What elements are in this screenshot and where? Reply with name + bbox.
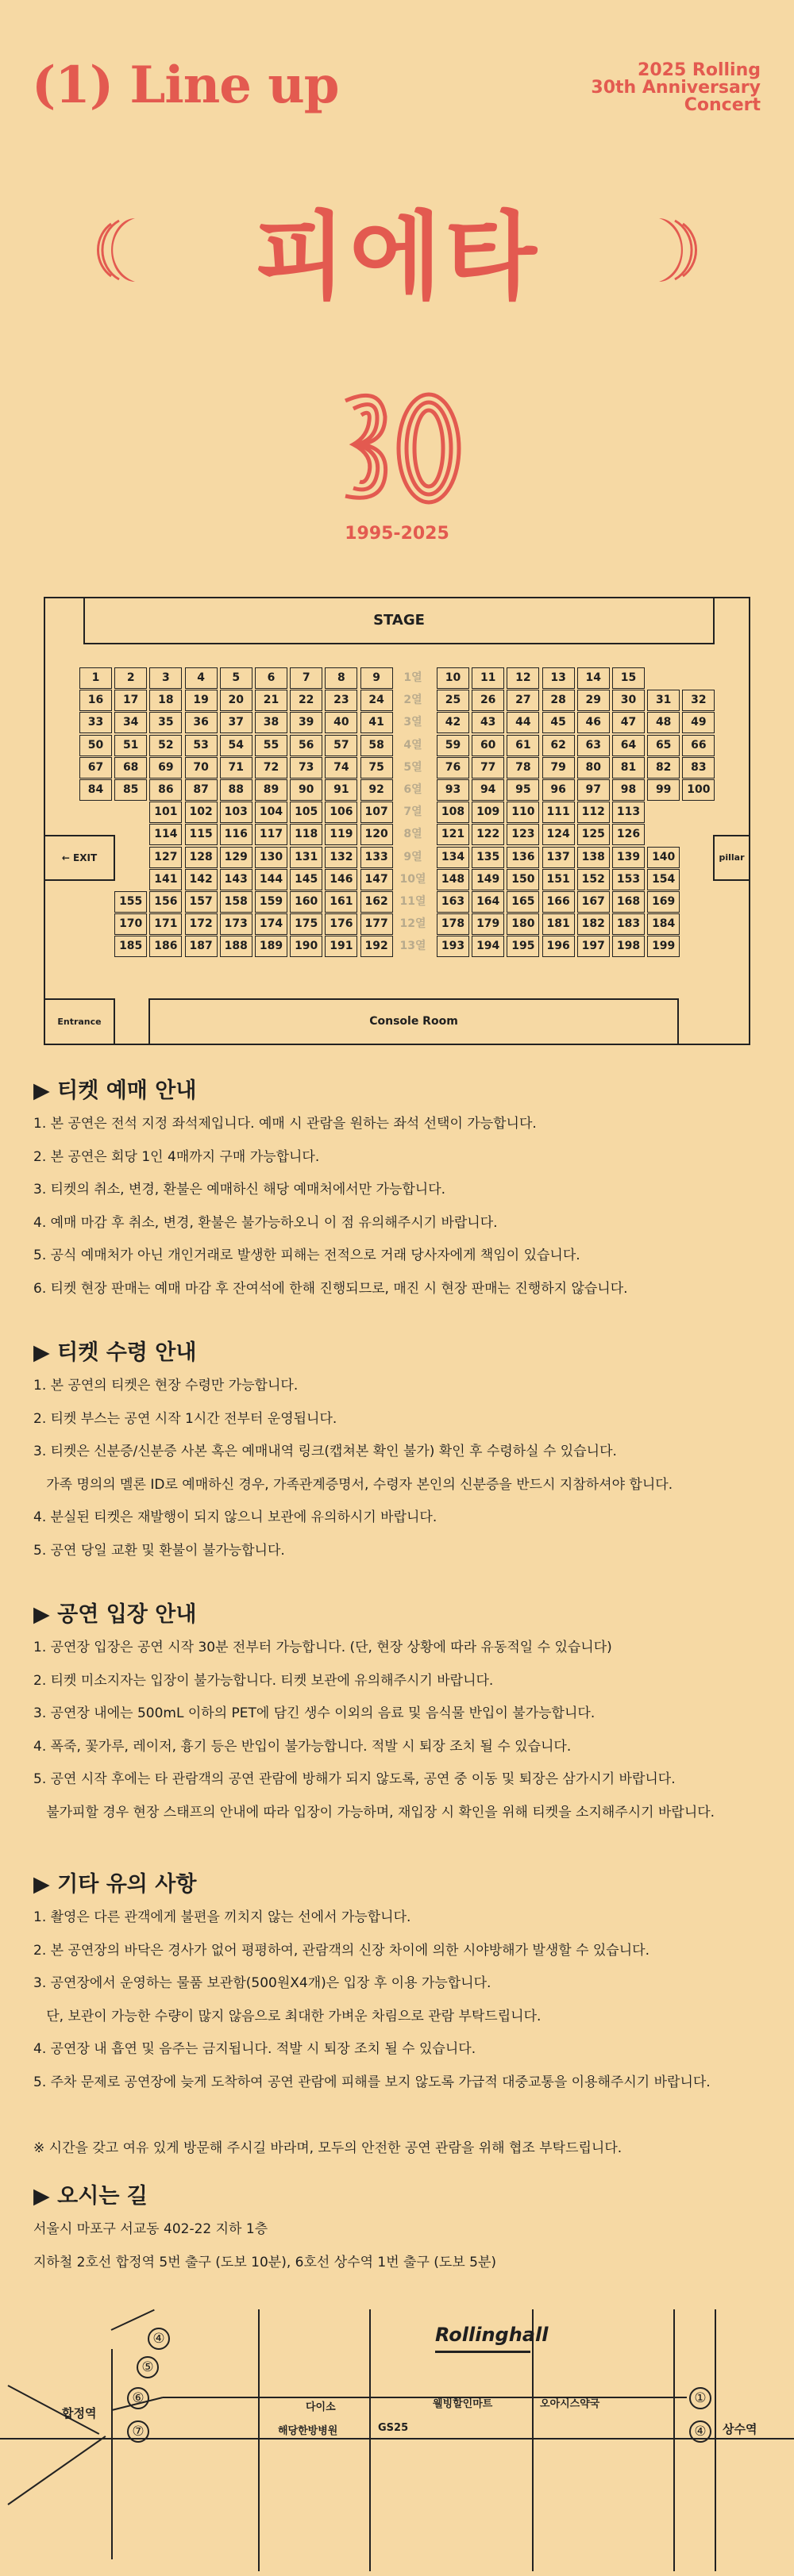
seat: 198 [612,936,645,957]
seat: 72 [255,757,287,779]
seat: 87 [185,779,218,801]
seat: 60 [472,735,504,756]
pharmacy-label: 오아시스약국 [540,2398,600,2410]
seat: 108 [437,802,469,823]
seat: 113 [612,802,645,823]
seat: 135 [472,847,504,868]
seat: 48 [647,712,680,733]
section-line: 2. 티켓 미소지자는 입장이 불가능합니다. 티켓 보관에 유의해주시기 바랍니다. [33,1672,494,1689]
seat: 84 [79,779,112,801]
seat: 8 [325,667,357,689]
seat: 2 [114,667,147,689]
section-line: 3. 티켓은 신분증/신분증 사본 혹은 예매내역 링크(캡쳐본 확인 불가) 확인 후 수령하실 수 있습니다. [33,1444,617,1459]
section-line: 지하철 2호선 합정역 5번 출구 (도보 10분), 6호선 상수역 1번 출구 (도보 5분) [33,2254,497,2270]
section-line: 단, 보관이 가능한 수량이 많지 않음으로 최대한 가벼운 차림으로 관람 부탁드립니다. [33,2008,542,2024]
seat: 96 [542,779,575,801]
seat: 180 [507,913,539,935]
seat: 31 [647,690,680,711]
seat: 117 [255,824,287,845]
section-line: 1. 공연장 입장은 공연 시작 30분 전부터 가능합니다. (단, 현장 상황에 따라 유동적일 수 있습니다) [33,1640,612,1655]
seat: 132 [325,847,357,868]
seat: 126 [612,824,645,845]
seat: 61 [507,735,539,756]
row-label: 13열 [399,940,426,953]
seat: 33 [79,712,112,733]
seat: 110 [507,802,539,823]
seat: 104 [255,802,287,823]
seat: 137 [542,847,575,868]
seat: 179 [472,913,504,935]
seat: 36 [185,712,218,733]
seat: 129 [220,847,252,868]
seat: 114 [149,824,182,845]
seat: 97 [577,779,610,801]
section-title: ▶ 공연 입장 안내 [33,1602,197,1627]
road [673,2309,675,2571]
concert-title [591,62,761,114]
seat: 100 [682,779,715,801]
section-line: 4. 폭죽, 꽃가루, 레이저, 흉기 등은 반입이 불가능합니다. 적발 시 퇴장 조치 될 수 있습니다. [33,1738,572,1755]
seat: 162 [360,891,393,913]
seat: 92 [360,779,393,801]
seat: 166 [542,891,575,913]
seat: 125 [577,824,610,845]
seat: 51 [114,735,147,756]
seat: 124 [542,824,575,845]
seat: 182 [577,913,610,935]
section-line: ※ 시간을 갖고 여유 있게 방문해 주시길 바라며, 모두의 안전한 공연 관람을 위해 협조 부탁드립니다. [33,2140,622,2156]
seat: 168 [612,891,645,913]
seat: 52 [149,735,182,756]
road [715,2309,716,2571]
seat: 145 [290,869,322,890]
seat: 1 [79,667,112,689]
seat: 14 [577,667,610,689]
seat: 98 [612,779,645,801]
seat: 21 [255,690,287,711]
seat: 47 [612,712,645,733]
exit-number-icon: ④ [689,2420,711,2443]
seat: 59 [437,735,469,756]
seat: 5 [220,667,252,689]
road [258,2309,260,2571]
seat: 6 [255,667,287,689]
section-title: ▶ 기타 유의 사항 [33,1872,197,1897]
exit-number-icon: ⑥ [127,2387,149,2409]
seat: 37 [220,712,252,733]
row-label: 11열 [399,895,426,908]
sangsu-station: 상수역 [723,2422,757,2436]
seat: 46 [577,712,610,733]
seat: 38 [255,712,287,733]
seat: 191 [325,936,357,957]
road [111,2309,155,2331]
seat: 147 [360,869,393,890]
seat: 25 [437,690,469,711]
seat: 188 [220,936,252,957]
seat: 194 [472,936,504,957]
section-line: 가족 명의의 멜론 ID로 예매하신 경우, 가족관계증명서, 수령자 본인의 신분증을 반드시 지참하셔야 합니다. [33,1476,673,1493]
seat: 42 [437,712,469,733]
exit-sign: ← EXIT [44,835,115,881]
seat: 186 [149,936,182,957]
seat: 18 [149,690,182,711]
seat: 197 [577,936,610,957]
road [0,2438,794,2440]
seat: 91 [325,779,357,801]
seat: 89 [255,779,287,801]
seat: 149 [472,869,504,890]
seat: 79 [542,757,575,779]
seat: 116 [220,824,252,845]
seat: 144 [255,869,287,890]
seat: 139 [612,847,645,868]
seat: 7 [290,667,322,689]
pillar: pillar [713,835,750,881]
seat: 44 [507,712,539,733]
seat: 196 [542,936,575,957]
seat: 88 [220,779,252,801]
section-line: 2. 본 공연장의 바닥은 경사가 없어 평평하여, 관람객의 신장 차이에 의한 시야방해가 발생할 수 있습니다. [33,1942,649,1959]
seat: 28 [542,690,575,711]
seat: 178 [437,913,469,935]
seat: 163 [437,891,469,913]
seat: 169 [647,891,680,913]
seat: 73 [290,757,322,779]
seat: 76 [437,757,469,779]
road [111,2349,113,2559]
seat: 82 [647,757,680,779]
seat: 19 [185,690,218,711]
seat: 192 [360,936,393,957]
seat: 40 [325,712,357,733]
rollinghall-underline [435,2351,530,2353]
seat: 75 [360,757,393,779]
seat: 161 [325,891,357,913]
section-line: 3. 공연장에서 운영하는 물품 보관함(500원X4개)은 입장 후 이용 가능합니다. [33,1975,491,1991]
seat: 66 [682,735,715,756]
section-line: 1. 본 공연의 티켓은 현장 수령만 가능합니다. [33,1378,299,1394]
section-line: 서울시 마포구 서교동 402-22 지하 1층 [33,2221,268,2237]
seat: 4 [185,667,218,689]
section-line: 6. 티켓 현장 판매는 예매 마감 후 잔여석에 한해 진행되므로, 매진 시 현장 판매는 진행하지 않습니다. [33,1280,628,1297]
seat: 58 [360,735,393,756]
seat: 34 [114,712,147,733]
seat: 154 [647,869,680,890]
seat: 119 [325,824,357,845]
row-label: 9열 [403,850,422,863]
section-line: 1. 본 공연은 전석 지정 좌석제입니다. 예매 시 관람을 원하는 좌석 선택이 가능합니다. [33,1116,537,1132]
seat: 11 [472,667,504,689]
seat: 55 [255,735,287,756]
section-line: 4. 예매 마감 후 취소, 변경, 환불은 불가능하오니 이 점 유의해주시기 바랍니다. [33,1214,498,1231]
seat: 16 [79,690,112,711]
seat: 122 [472,824,504,845]
exit-number-icon: ⑦ [127,2420,149,2443]
seat: 90 [290,779,322,801]
seat: 54 [220,735,252,756]
seat: 141 [149,869,182,890]
seat: 64 [612,735,645,756]
console-room: Console Room [148,998,679,1045]
seat: 57 [325,735,357,756]
seat: 15 [612,667,645,689]
seat: 107 [360,802,393,823]
section-line: 5. 공연 당일 교환 및 환불이 불가능합니다. [33,1542,285,1559]
seat: 78 [507,757,539,779]
seat: 199 [647,936,680,957]
seat: 81 [612,757,645,779]
row-label: 10열 [399,872,426,886]
seat: 22 [290,690,322,711]
road [532,2309,534,2571]
seat: 105 [290,802,322,823]
seat: 158 [220,891,252,913]
seat: 155 [114,891,147,913]
seat: 128 [185,847,218,868]
seat: 27 [507,690,539,711]
seat: 123 [507,824,539,845]
seat: 13 [542,667,575,689]
road [163,2397,687,2398]
row-label: 8열 [403,828,422,841]
road [7,2436,106,2505]
section-line: 3. 티켓의 취소, 변경, 환불은 예매하신 해당 예매처에서만 가능합니다. [33,1182,446,1198]
seat: 156 [149,891,182,913]
seat: 142 [185,869,218,890]
road [369,2309,371,2571]
seat: 130 [255,847,287,868]
seat: 68 [114,757,147,779]
seat: 165 [507,891,539,913]
seat: 35 [149,712,182,733]
seat: 12 [507,667,539,689]
seat: 183 [612,913,645,935]
lineup-title: (1) Line up [32,56,339,115]
seat: 185 [114,936,147,957]
seat: 83 [682,757,715,779]
seat: 50 [79,735,112,756]
seat: 173 [220,913,252,935]
seat: 10 [437,667,469,689]
seat: 164 [472,891,504,913]
seat: 133 [360,847,393,868]
stage: STAGE [83,597,715,644]
concert-line: Concert [684,95,761,115]
seat: 160 [290,891,322,913]
artist-name: 피에타 [254,202,540,313]
seat: 70 [185,757,218,779]
seat: 26 [472,690,504,711]
seat: 62 [542,735,575,756]
seat: 63 [577,735,610,756]
seat: 195 [507,936,539,957]
seat: 189 [255,936,287,957]
mart-label: 웰빙할인마트 [433,2398,493,2410]
section-line: 4. 분실된 티켓은 재발행이 되지 않으니 보관에 유의하시기 바랍니다. [33,1509,437,1525]
exit-number-icon: ⑤ [137,2356,159,2378]
seat: 93 [437,779,469,801]
seat: 193 [437,936,469,957]
seat: 167 [577,891,610,913]
daiso-label: 다이소 [306,2401,336,2413]
seat: 103 [220,802,252,823]
seat: 184 [647,913,680,935]
seat: 170 [114,913,147,935]
seat: 95 [507,779,539,801]
seat: 101 [149,802,182,823]
section-line: 5. 주차 문제로 공연장에 늦게 도착하여 공연 관람에 피해를 보지 않도록 가급적 대중교통을 이용해주시기 바랍니다. [33,2074,711,2090]
seat: 146 [325,869,357,890]
seat: 74 [325,757,357,779]
seat: 151 [542,869,575,890]
seat: 134 [437,847,469,868]
seat: 24 [360,690,393,711]
section-line: 4. 공연장 내 흡연 및 음주는 금지됩니다. 적발 시 퇴장 조치 될 수 있습니다. [33,2041,476,2057]
seat: 111 [542,802,575,823]
seat: 9 [360,667,393,689]
seat: 29 [577,690,610,711]
seat: 120 [360,824,393,845]
seat: 43 [472,712,504,733]
gs25-label: GS25 [378,2422,409,2434]
concert-line: 2025 Rolling [638,60,761,80]
exit-number-icon: ① [689,2387,711,2409]
row-label: 7열 [403,805,422,819]
seat: 157 [185,891,218,913]
seat: 109 [472,802,504,823]
seat: 86 [149,779,182,801]
seat: 176 [325,913,357,935]
section-line: 5. 공연 시작 후에는 타 관람객의 공연 관람에 방해가 되지 않도록, 공연 중 이동 및 퇴장은 삼가시기 바랍니다. [33,1771,676,1787]
section-line: 불가피할 경우 현장 스태프의 안내에 따라 입장이 가능하며, 재입장 시 확인을 위해 티켓을 소지해주시기 바랍니다. [33,1804,715,1821]
seat: 153 [612,869,645,890]
row-label: 6열 [403,783,422,796]
seat: 67 [79,757,112,779]
seat: 127 [149,847,182,868]
seat: 49 [682,712,715,733]
seat: 77 [472,757,504,779]
seat: 143 [220,869,252,890]
hapjeong-station: 합정역 [62,2406,97,2420]
section-title: ▶ 티켓 수령 안내 [33,1340,197,1365]
seat: 20 [220,690,252,711]
row-label: 2열 [403,694,422,707]
row-label: 1열 [403,671,422,684]
seat: 181 [542,913,575,935]
seat: 190 [290,936,322,957]
seat: 152 [577,869,610,890]
seat: 174 [255,913,287,935]
row-label: 3열 [403,716,422,729]
30th-anniversary-logo-icon [337,385,464,512]
seat: 140 [647,847,680,868]
section-title: ▶ 오시는 길 [33,2184,148,2209]
seat: 65 [647,735,680,756]
seat: 159 [255,891,287,913]
seat: 45 [542,712,575,733]
row-label: 4열 [403,738,422,752]
seat: 177 [360,913,393,935]
seat: 175 [290,913,322,935]
entrance: Entrance [44,998,115,1045]
seat: 171 [149,913,182,935]
seat: 118 [290,824,322,845]
seat: 99 [647,779,680,801]
seat: 53 [185,735,218,756]
section-line: 5. 공식 예매처가 아닌 개인거래로 발생한 피해는 전적으로 거래 당사자에게 책임이 있습니다. [33,1248,580,1263]
seat: 94 [472,779,504,801]
seat: 69 [149,757,182,779]
seat: 106 [325,802,357,823]
seat: 112 [577,802,610,823]
seat: 131 [290,847,322,868]
seat: 172 [185,913,218,935]
seat: 30 [612,690,645,711]
seat: 80 [577,757,610,779]
section-line: 1. 촬영은 다른 관객에게 불편을 끼치지 않는 선에서 가능합니다. [33,1909,411,1925]
seat: 150 [507,869,539,890]
right-moon-icon [651,214,707,286]
seat: 32 [682,690,715,711]
concert-line: 30th Anniversary [591,78,761,98]
seat: 138 [577,847,610,868]
seat: 121 [437,824,469,845]
seat: 56 [290,735,322,756]
row-label: 12열 [399,917,426,931]
exit-number-icon: ④ [148,2328,170,2350]
seat: 17 [114,690,147,711]
seat: 23 [325,690,357,711]
seat: 39 [290,712,322,733]
rollinghall-label: Rollinghall [435,2324,549,2346]
section-line: 2. 본 공연은 회당 1인 4매까지 구매 가능합니다. [33,1148,320,1165]
seat: 136 [507,847,539,868]
section-title: ▶ 티켓 예매 안내 [33,1078,197,1103]
section-line: 3. 공연장 내에는 500mL 이하의 PET에 담긴 생수 이외의 음료 및 음식물 반입이 불가능합니다. [33,1705,596,1721]
seat: 148 [437,869,469,890]
years-range: 1995-2025 [345,524,449,544]
hospital-label: 해당한방병원 [278,2425,338,2437]
seat: 115 [185,824,218,845]
seat: 187 [185,936,218,957]
seat: 102 [185,802,218,823]
seat: 85 [114,779,147,801]
seat: 71 [220,757,252,779]
row-label: 5열 [403,760,422,774]
seat: 41 [360,712,393,733]
section-line: 2. 티켓 부스는 공연 시작 1시간 전부터 운영됩니다. [33,1410,337,1427]
seat: 3 [149,667,182,689]
